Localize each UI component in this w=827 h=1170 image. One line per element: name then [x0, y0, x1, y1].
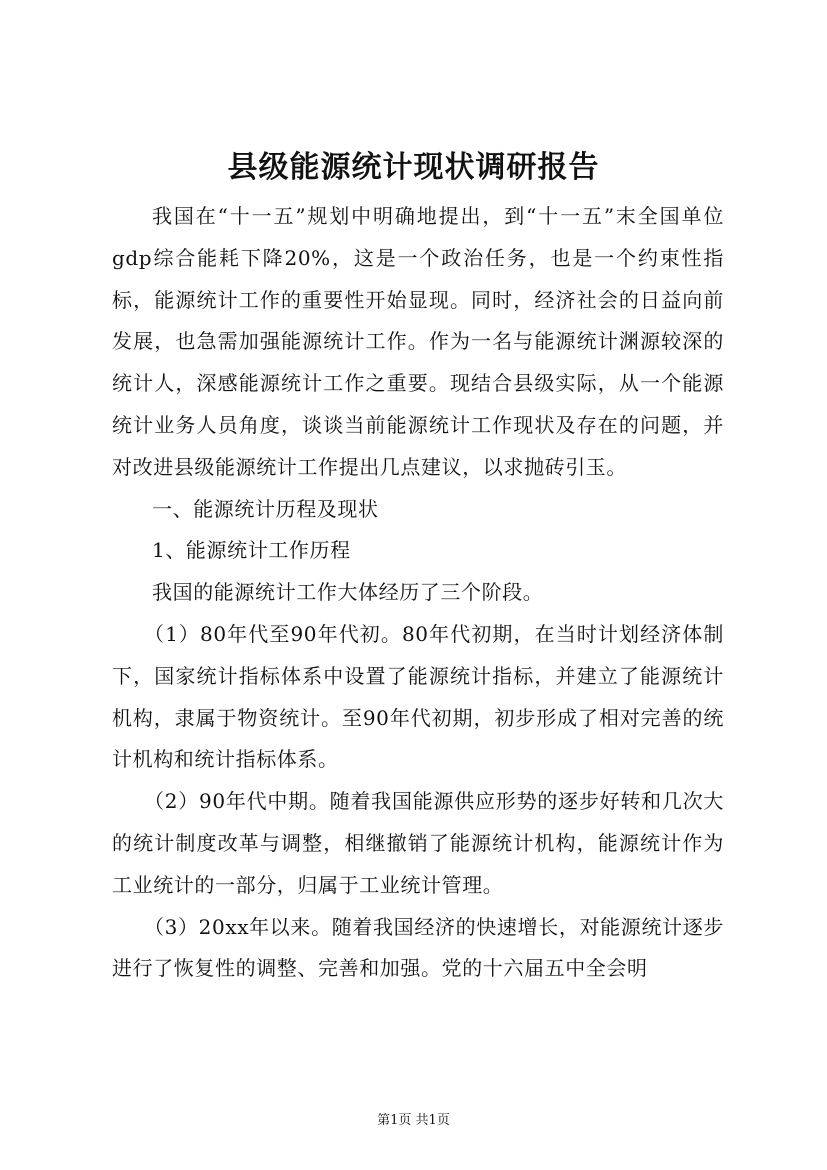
paragraph-stages: 我国的能源统计工作大体经历了三个阶段。	[152, 580, 544, 605]
paragraph-stage-3: （3）20xx年以来。随着我国经济的快速增长，对能源统计逐步进行了恢复性的调整、完善和加强。党的十六届五中全会明	[112, 914, 724, 981]
paragraph-intro: 我国在“十一五”规划中明确地提出，到“十一五”末全国单位gdp综合能耗下降20%，这是一个政治任务，也是一个约束性指标，能源统计工作的重要性开始显现。同时，经济社会的日益向前发展，也急需加强能源统计工作。作为一名与能源统计渊源较深的统计人，深感能源统计工作之重要。现结合县级实际，从一个能源统计业务人员角度，谈谈当前能源统计工作现状及存在的问题，并对改进县级能源统计工作提出几点建议，以求抛砖引玉。	[112, 204, 724, 479]
paragraph-stage-1: （1）80年代至90年代初。80年代初期，在当时计划经济体制下，国家统计指标体系中设置了能源统计指标，并建立了能源统计机构，隶属于物资统计。至90年代初期，初步形成了相对完善的统计机构和统计指标体系。	[112, 621, 724, 772]
document-body	[112, 196, 724, 990]
paragraph-stage-2: （2）90年代中期。随着我国能源供应形势的逐步好转和几次大的统计制度改革与调整，相继撤销了能源统计机构，能源统计作为工业统计的一部分，归属于工业统计管理。	[112, 789, 724, 897]
page-footer: 第1页 共1页	[377, 1113, 450, 1128]
subsection-heading-1: 1、能源统计工作历程	[152, 538, 351, 563]
section-heading-1: 一、能源统计历程及现状	[152, 496, 379, 521]
document-title: 县级能源统计现状调研报告	[227, 150, 600, 185]
